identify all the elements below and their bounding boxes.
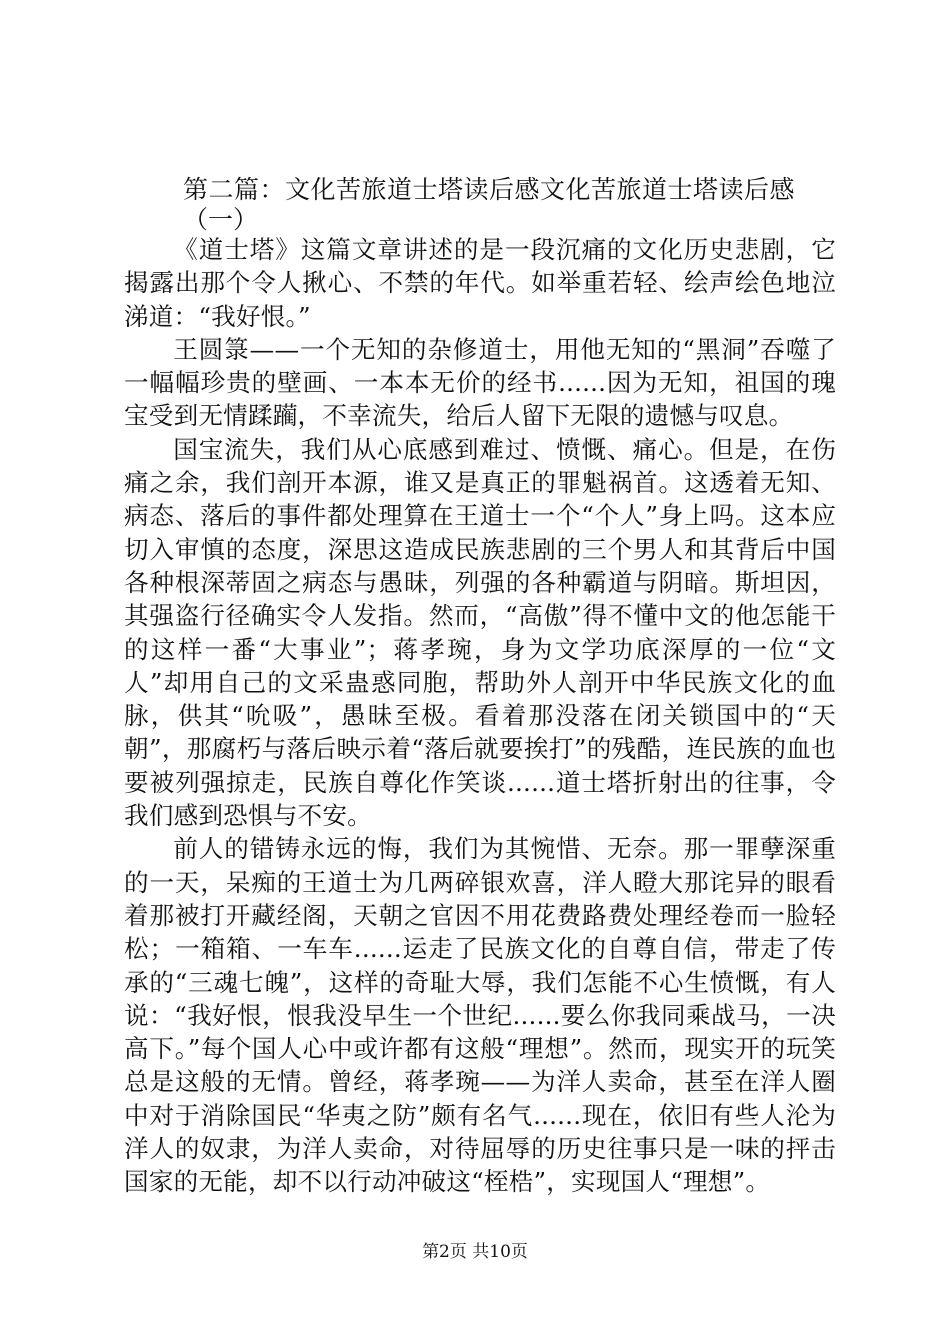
document-body xyxy=(124,233,836,1199)
document-subtitle: （一） xyxy=(183,205,259,234)
paragraph-2: 王圆箓——一个无知的杂修道士，用他无知的“黑洞”吞噬了一幅幅珍贵的壁画、一本本无价的经书......因为无知，祖国的瑰宝受到无情蹂躏，不幸流失，给后人留下无限的遗憾与叹息。 xyxy=(124,334,836,431)
paragraph-4: 前人的错铸永远的悔，我们为其惋惜、无奈。那一罪孽深重的一天，呆痴的王道士为几两碎银欢喜，洋人瞪大那诧异的眼看着那被打开藏经阁，天朝之官因不用花费路费处理经卷而一脸轻松；一箱箱、一车车......运走了民族文化的自尊自信，带走了传承的“三魂七魄”，这样的奇耻大辱，我们怎能不心生愤慨，有人说：“我好恨，恨我没早生一个世纪......要么你我同乘战马，一决高下。”每个国人心中或许都有这般“理想”。然而，现实开的玩笑总是这般的无情。曾经，蒋孝琬——为洋人卖命，甚至在洋人圈中对于消除国民“华夷之防”颇有名气......现在，依旧有些人沦为洋人的奴隶，为洋人卖命，对待屈辱的历史往事只是一味的抨击国家的无能，却不以行动冲破这“桎梏”，实现国人“理想”。 xyxy=(124,834,836,1197)
document-title: 第二篇：文化苦旅道士塔读后感文化苦旅道士塔读后感 xyxy=(183,175,796,204)
page-footer: 第2页 共10页 xyxy=(422,1242,528,1262)
paragraph-1: 《道士塔》这篇文章讲述的是一段沉痛的文化历史悲剧，它揭露出那个令人揪心、不禁的年代。如举重若轻、绘声绘色地泣涕道：“我好恨。” xyxy=(124,235,836,331)
paragraph-3: 国宝流失，我们从心底感到难过、愤慨、痛心。但是，在伤痛之余，我们剖开本源，谁又是真正的罪魁祸首。这透着无知、病态、落后的事件都处理算在王道士一个“个人”身上吗。这本应切入审慎的态度，深思这造成民族悲剧的三个男人和其背后中国各种根深蒂固之病态与愚昧，列强的各种霸道与阴暗。斯坦因，其强盗行径确实令人发指。然而，“高傲”得不懂中文的他怎能干的这样一番“大事业”；蒋孝琬，身为文学功底深厚的一位“文人”却用自己的文采蛊惑同胞，帮助外人剖开中华民族文化的血脉，供其“吮吸”，愚昧至极。看着那没落在闭关锁国中的“天朝”，那腐朽与落后映示着“落后就要挨打”的残酷，连民族的血也要被列强掠走，民族自尊化作笑谈......道士塔折射出的往事，令我们感到恐惧与不安。 xyxy=(124,434,836,831)
